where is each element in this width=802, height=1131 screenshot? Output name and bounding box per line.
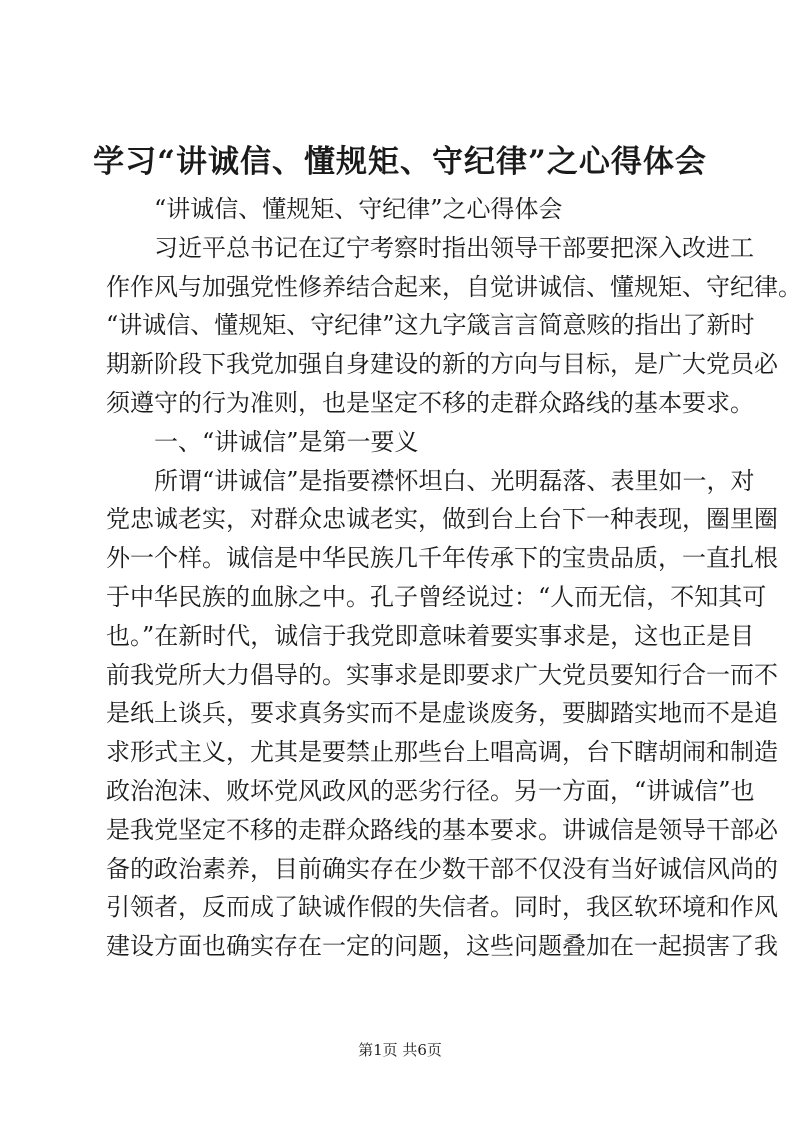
body-line: 建设方面也确实存在一定的问题，这些问题叠加在一起损害了我 <box>106 932 778 961</box>
body-line: 是纸上谈兵，要求真务实而不是虚谈废务，要脚踏实地而不是追 <box>106 699 778 728</box>
body-line: 作作风与加强党性修养结合起来，自觉讲诚信、懂规矩、守纪律。 <box>106 272 802 301</box>
body-line: 一、“讲诚信”是第一要义 <box>154 427 419 456</box>
body-line: 也。”在新时代，诚信于我党即意味着要实事求是，这也正是目 <box>106 621 755 650</box>
document-title: 学习“讲诚信、懂规矩、守纪律”之心得体会 <box>93 144 707 180</box>
page-footer: 第1页 共6页 <box>358 1041 442 1059</box>
body-line: “讲诚信、懂规矩、守纪律”之心得体会 <box>154 195 563 223</box>
body-line: 备的政治素养，目前确实存在少数干部不仅没有当好诚信风尚的 <box>106 854 778 883</box>
body-line: 前我党所大力倡导的。实事求是即要求广大党员要知行合一而不 <box>106 660 778 689</box>
document-body <box>106 190 802 966</box>
body-line: 外一个样。诚信是中华民族几千年传承下的宝贵品质，一直扎根 <box>106 544 778 573</box>
body-line: 须遵守的行为准则，也是坚定不移的走群众路线的基本要求。 <box>106 388 754 417</box>
body-line: 党忠诚老实，对群众忠诚老实，做到台上台下一种表现，圈里圈 <box>106 505 778 534</box>
body-line: 政治泡沫、败坏党风政风的恶劣行径。另一方面，“讲诚信”也 <box>106 776 755 805</box>
body-line: 是我党坚定不移的走群众路线的基本要求。讲诚信是领导干部必 <box>106 815 778 844</box>
body-line: 引领者，反而成了缺诚作假的失信者。同时，我区软环境和作风 <box>106 893 778 922</box>
body-line: 习近平总书记在辽宁考察时指出领导干部要把深入改进工 <box>154 233 754 262</box>
body-line: 期新阶段下我党加强自身建设的新的方向与目标，是广大党员必 <box>106 350 778 379</box>
body-line: 所谓“讲诚信”是指要襟怀坦白、光明磊落、表里如一，对 <box>154 466 755 495</box>
body-line: 求形式主义，尤其是要禁止那些台上唱高调，台下瞎胡闹和制造 <box>106 738 778 767</box>
body-line: “讲诚信、懂规矩、守纪律”这九字箴言言简意赅的指出了新时 <box>106 311 755 340</box>
body-line: 于中华民族的血脉之中。孔子曾经说过：“人而无信，不知其可 <box>106 582 767 611</box>
